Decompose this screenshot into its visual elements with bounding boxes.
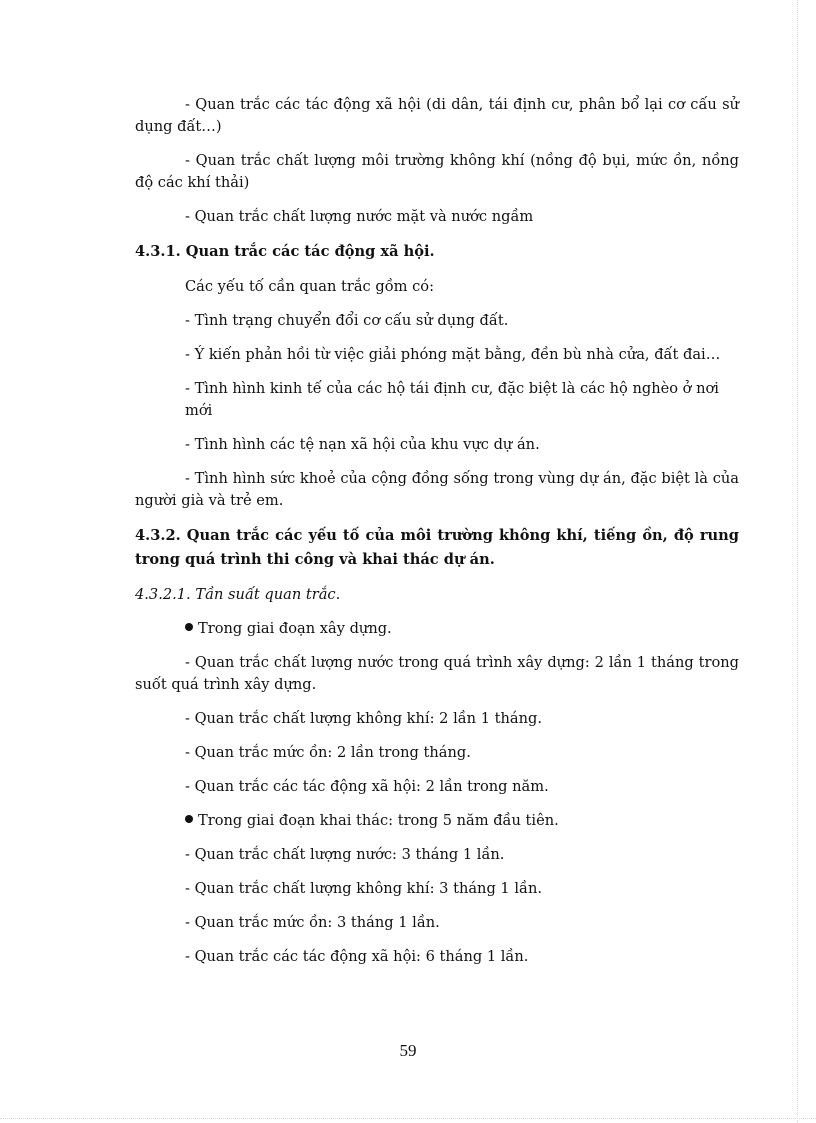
bullet-operation-phase — [135, 810, 739, 832]
page-edge-bottom — [0, 1118, 816, 1119]
paragraph-social-impact: - Quan trắc các tác động xã hội (di dân, tái định cư, phân bổ lại cơ cấu sử dụng đất…) — [135, 96, 739, 135]
bullet-construction-phase — [135, 618, 739, 640]
list-item: - Quan trắc chất lượng nước: 3 tháng 1 lần. — [185, 846, 505, 863]
list-item: - Quan trắc các tác động xã hội: 6 tháng 1 lần. — [185, 948, 529, 965]
section-heading-4-3-2: 4.3.2. Quan trắc các yếu tố của môi trường không khí, tiếng ồn, độ rung trong quá trình thi công và khai thác dự án. — [135, 527, 739, 568]
list-item: - Tình hình sức khoẻ của cộng đồng sống trong vùng dự án, đặc biệt là của người già và trẻ em. — [135, 470, 739, 509]
document-body — [135, 94, 739, 980]
section-intro: Các yếu tố cần quan trắc gồm có: — [185, 278, 434, 295]
subsection-heading-4-3-2-1: 4.3.2.1. Tần suất quan trắc. — [135, 586, 341, 603]
list-item: - Ý kiến phản hồi từ việc giải phóng mặt bằng, đền bù nhà cửa, đất đai… — [185, 346, 721, 363]
bullet-icon — [185, 815, 193, 823]
list-item: - Quan trắc chất lượng không khí: 3 tháng 1 lần. — [185, 880, 542, 897]
list-item: - Quan trắc chất lượng không khí: 2 lần 1 tháng. — [185, 710, 542, 727]
page-number: 59 — [399, 1041, 417, 1060]
bullet-label: Trong giai đoạn khai thác: trong 5 năm đầu tiên. — [198, 812, 559, 829]
page-edge-right — [797, 0, 798, 1123]
list-item: - Quan trắc mức ồn: 3 tháng 1 lần. — [185, 914, 440, 931]
list-item: - Quan trắc chất lượng nước trong quá trình xây dựng: 2 lần 1 tháng trong suốt quá trình xây dựng. — [135, 654, 739, 693]
paragraph-water-quality: - Quan trắc chất lượng nước mặt và nước ngầm — [185, 208, 534, 225]
bullet-label: Trong giai đoạn xây dựng. — [198, 620, 392, 637]
list-item: - Tình hình kinh tế của các hộ tái định cư, đặc biệt là các hộ nghèo ở nơi mới — [185, 380, 719, 419]
section-heading-4-3-1: 4.3.1. Quan trắc các tác động xã hội. — [135, 243, 435, 260]
list-item: - Tình trạng chuyển đổi cơ cấu sử dụng đất. — [185, 312, 509, 329]
list-item: - Tình hình các tệ nạn xã hội của khu vực dự án. — [185, 436, 540, 453]
list-item: - Quan trắc mức ồn: 2 lần trong tháng. — [185, 744, 471, 761]
bullet-icon — [185, 623, 193, 631]
paragraph-air-quality: - Quan trắc chất lượng môi trường không khí (nồng độ bụi, mức ồn, nồng độ các khí thải) — [135, 152, 739, 191]
list-item: - Quan trắc các tác động xã hội: 2 lần trong năm. — [185, 778, 549, 795]
